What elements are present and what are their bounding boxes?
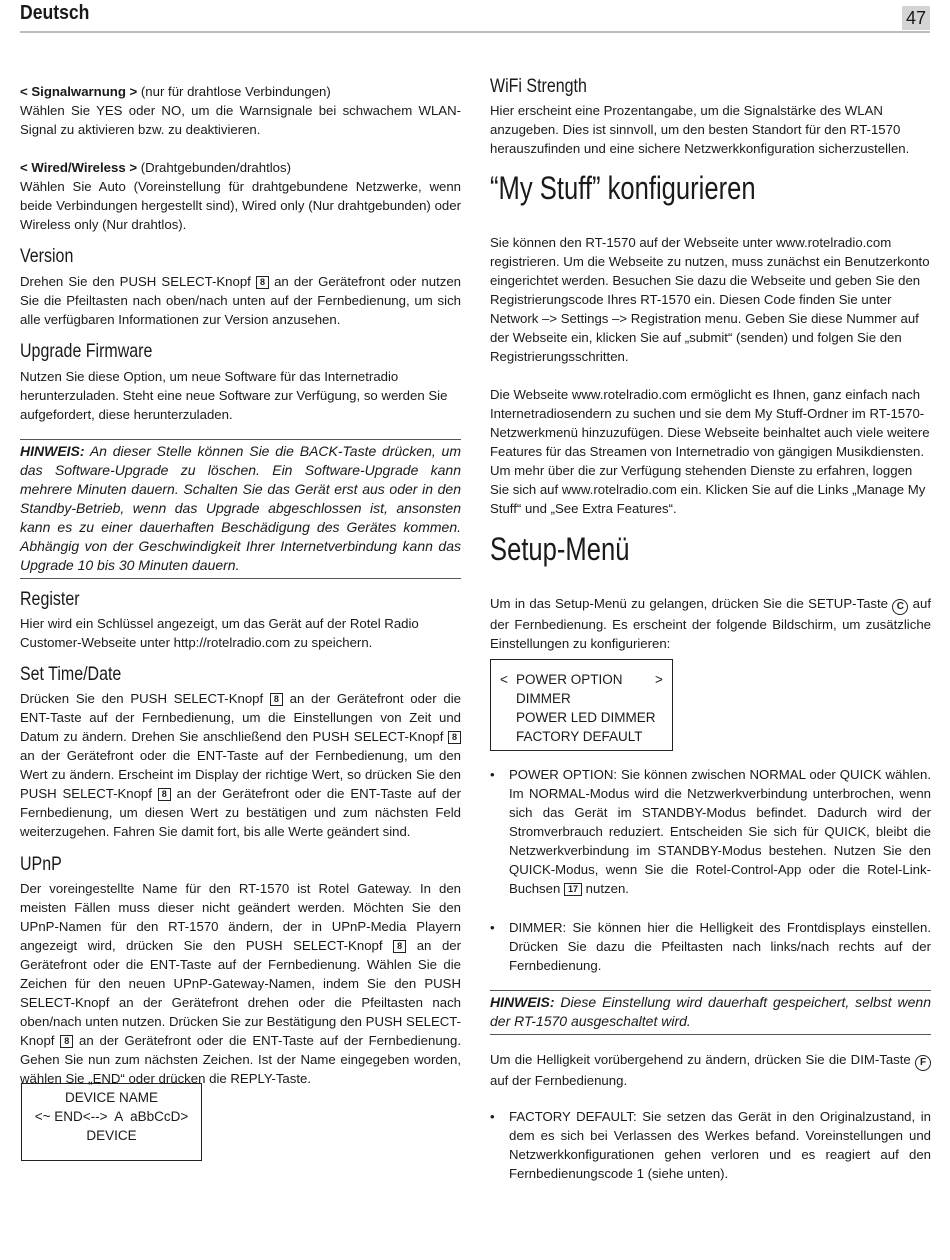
setup-menu-heading: Setup-Menü xyxy=(490,531,630,567)
push-select-key-icon: 8 xyxy=(158,788,171,801)
push-select-key-icon: 8 xyxy=(256,276,269,289)
menu-item-factory-default: FACTORY DEFAULT xyxy=(516,729,643,744)
page-language-label: Deutsch xyxy=(20,2,90,24)
signal-warning-section xyxy=(20,82,461,139)
signal-warning-subtitle: (nur für drahtlose Verbindungen) xyxy=(137,84,331,99)
note-label: HINWEIS: xyxy=(20,443,85,459)
push-select-key-icon: 8 xyxy=(60,1035,73,1048)
device-screen-line: <~ END<--> A aBbCcD> xyxy=(34,1109,189,1124)
bullet-dimmer xyxy=(490,918,931,975)
menu-item-dimmer: DIMMER xyxy=(516,691,571,706)
power-option-text-a: POWER OPTION: Sie können zwischen NORMAL oder QUICK wählen. Im NORMAL-Modus wird die Netzwerkverbindung unterbrochen, wenn sich das Gerät im STANDBY-Modus befindet. Dadurch wird der Stromverbrauch reduziert. Entscheiden Sie sich für QUICK, bleibt die Netzwerkverbindung im STANDBY-Modus bestehen. Nutzen Sie den QUICK-Modus, wenn Sie die Rotel-Control-App oder die Rotel-Link-Buchsen xyxy=(509,767,931,896)
set-time-date-heading: Set Time/Date xyxy=(20,663,122,685)
push-select-key-icon: 8 xyxy=(393,940,406,953)
set-time-date-body xyxy=(20,689,461,841)
upnp-heading: UPnP xyxy=(20,853,62,875)
bullet-dot: • xyxy=(490,920,495,935)
power-option-text-b: nutzen. xyxy=(582,881,629,896)
setup-key-icon: C xyxy=(892,599,908,615)
wired-wireless-section xyxy=(20,158,461,234)
hinweis-note-upgrade xyxy=(20,439,461,579)
signal-warning-title: < Signalwarnung > xyxy=(20,84,138,99)
push-select-key-icon: 8 xyxy=(448,731,461,744)
wired-wireless-title: < Wired/Wireless > xyxy=(20,160,138,175)
dimmer-text: DIMMER: Sie können hier die Helligkeit des Frontdisplays einstellen. Drücken Sie dazu die Pfeiltasten nach links/nach rechts auf der Fernbedienung. xyxy=(509,920,931,973)
device-name-display xyxy=(21,1083,202,1161)
bullet-dot: • xyxy=(490,767,495,782)
dim-text-b: auf der Fernbedienung. xyxy=(490,1073,628,1088)
header-divider xyxy=(20,31,930,33)
upgrade-firmware-body: Nutzen Sie diese Option, um neue Software für das Internetradio herunterzuladen. Steht eine neue Software zur Verfügung, so werden Sie aufgefordert, diese herunterzuladen. xyxy=(20,369,448,422)
wired-wireless-body: Wählen Sie Auto (Voreinstellung für drahtgebundene Netzwerke, wenn beide Verbindungen hergestellt sind), Wired only (Nur drahtgebunden) oder Wireless only (Nur drahtlos). xyxy=(20,179,461,232)
setup-menu-display xyxy=(490,659,673,751)
device-screen-line: DEVICE NAME xyxy=(64,1090,159,1105)
my-stuff-paragraph-1: Sie können den RT-1570 auf der Webseite unter www.rotelradio.com registrieren. Um die Webseite zu nutzen, muss zunächst ein Benutzerkonto eingerichtet werden. Besuchen Sie dazu die Webseite und geben Sie den Registrierungscode Ihres RT-1570 ein. Diesen Code finden Sie unter Network –> Settings –> Registration menu. Geben Sie diese Nummer auf der Webseite ein, klicken Sie auf „submit“ (senden) und folgen Sie den Registrierungsschritten. xyxy=(490,235,930,364)
settime-text-2: an der Gerätefront oder die ENT-Taste auf der Fernbedienung, um die Einstellungen von Zeit und Datum zu ändern. Drehen Sie anschließend den PUSH SELECT-Knopf xyxy=(20,691,461,744)
hinweis-note-dimmer xyxy=(490,990,931,1035)
device-screen-line: DEVICE xyxy=(86,1128,137,1143)
dim-text-a: Um die Helligkeit vorübergehend zu ändern, drücken Sie die DIM-Taste xyxy=(490,1052,915,1067)
page-number: 47 xyxy=(902,6,930,30)
note-text: An dieser Stelle können Sie die BACK-Taste drücken, um das Software-Upgrade zu löschen. Ein Software-Upgrade kann mehrere Minuten dauern. Schalten Sie das Gerät erst aus oder in den Standby-Betrieb, wenn das Upgrade abgeschlossen ist, ansonsten kann es zu einer dauerhaften Beschädigung des Gerätes kommen. Abhängig von der Geschwindigkeit Ihrer Internetverbindung kann das Upgrade 10 bis 30 Minuten dauern. xyxy=(20,443,461,573)
bullet-power-option xyxy=(490,765,931,898)
settime-text-3: an der Gerätefront oder die ENT-Taste auf der Fernbedienung, um den Wert zu ändern. Erscheint im Display der richtige Wert, so drücken Sie den PUSH SELECT-Knopf xyxy=(20,748,461,801)
wifi-strength-heading: WiFi Strength xyxy=(490,75,587,97)
upnp-text-3: an der Gerätefront oder die ENT-Taste auf der Fernbedienung. Gehen Sie nun zum nächsten Zeichen. Ist der Name eingegeben worden, wählen Sie „END“ oder drücken die REPLY-Taste. xyxy=(20,1033,461,1086)
setup-menu-items xyxy=(516,670,656,746)
upgrade-firmware-heading: Upgrade Firmware xyxy=(20,340,153,362)
my-stuff-paragraph-2: Die Webseite www.rotelradio.com ermöglicht es Ihnen, ganz einfach nach Internetradiosendern zu suchen und sie dem My Stuff-Ordner im RT-1570-Netzwerkmenü hinzuzufügen. Diese Webseite beinhaltet auch viele weitere Features für das Streamen von Internetradio von gängigen Musikdiensten. Um mehr über die zur Verfügung stehenden Dienste zu erfahren, loggen Sie sich auf www.rotelradio.com ein. Klicken Sie auf die Links „Manage My Stuff“ und „See Extra Features“. xyxy=(490,387,930,516)
version-heading: Version xyxy=(20,245,74,267)
my-stuff-heading: “My Stuff” konfigurieren xyxy=(490,170,756,206)
bullet-dot: • xyxy=(490,1109,495,1124)
menu-item-power-option: POWER OPTION xyxy=(516,672,623,687)
version-body xyxy=(20,272,461,329)
upnp-text-2: an der Gerätefront oder die ENT-Taste auf der Fernbedienung. Wählen Sie die Zeichen für den neuen UPnP-Gateway-Namen, indem Sie den PUSH SELECT-Knopf an der Gerätefront drehen oder die Pfeiltasten nach oben/nach unten nutzen. Drücken Sie zur Bestätigung den PUSH SELECT-Knopf xyxy=(20,938,462,1048)
dim-key-icon: F xyxy=(915,1055,931,1071)
signal-warning-body: Wählen Sie YES oder NO, um die Warnsignale bei schwachem WLAN-Signal zu aktivieren bzw. zu deaktivieren. xyxy=(20,103,461,137)
note-text: Diese Einstellung wird dauerhaft gespeichert, selbst wenn der RT-1570 ausgeschaltet wird. xyxy=(490,994,931,1029)
version-text-a: Drehen Sie den PUSH SELECT-Knopf xyxy=(20,274,256,289)
rotel-link-jack-icon: 17 xyxy=(564,883,582,896)
menu-item-power-led-dimmer: POWER LED DIMMER xyxy=(516,710,656,725)
register-heading: Register xyxy=(20,588,80,610)
menu-right-arrow: > xyxy=(655,672,663,687)
setup-intro-text-b: auf der Fernbedienung. Es erscheint der folgende Bildschirm, um zusätzliche Einstellungen zu konfigurieren: xyxy=(490,596,931,651)
settime-text-1: Drücken Sie den PUSH SELECT-Knopf xyxy=(20,691,270,706)
factory-default-text: FACTORY DEFAULT: Sie setzen das Gerät in den Originalzustand, in dem es sich bei Verlassen des Werkes befand. Voreinstellungen und Netzwerkkonfigurationen gehen verloren und es reagiert auf den Fernbedienungscode 1 (siehe unten). xyxy=(509,1109,931,1181)
setup-menu-intro xyxy=(490,594,931,653)
upnp-body xyxy=(20,879,461,1088)
push-select-key-icon: 8 xyxy=(270,693,283,706)
bullet-factory-default xyxy=(490,1107,931,1183)
menu-left-arrow: < xyxy=(500,672,508,687)
dim-key-paragraph xyxy=(490,1050,931,1090)
settime-text-4: an der Gerätefront oder die ENT-Taste auf der Fernbedienung, um diesen Wert zu bestätigen und zum nächsten Feld weiterzugehen. Fahren Sie damit fort, bis alle Werte geändert sind. xyxy=(20,786,461,839)
wifi-strength-body: Hier erscheint eine Prozentangabe, um die Signalstärke des WLAN anzugeben. Dies ist sinnvoll, um den besten Standort für den RT-1570 herauszufinden und eine sichere Netzwerkkonfiguration sicherzustellen. xyxy=(490,103,910,156)
setup-intro-text-a: Um in das Setup-Menü zu gelangen, drücken Sie die SETUP-Taste xyxy=(490,596,893,611)
upnp-text-1: Der voreingestellte Name für den RT-1570 ist Rotel Gateway. In den meisten Fällen muss dieser nicht geändert werden. Möchten Sie den UPnP-Namen für den RT-1570 ändern, der in UPnP-Media Playern angezeigt wird, drücken Sie den PUSH SELECT-Knopf xyxy=(20,881,461,953)
version-text-b: an der Gerätefront oder nutzen Sie die Pfeiltasten nach oben/nach unten auf der Fernbedienung, um sich alle verfügbaren Informationen zur Version anzusehen. xyxy=(20,274,461,327)
register-body: Hier wird ein Schlüssel angezeigt, um das Gerät auf der Rotel Radio Customer-Webseite unter http://rotelradio.com zu speichern. xyxy=(20,616,419,650)
note-label: HINWEIS: xyxy=(490,994,555,1010)
wired-wireless-subtitle: (Drahtgebunden/drahtlos) xyxy=(137,160,291,175)
